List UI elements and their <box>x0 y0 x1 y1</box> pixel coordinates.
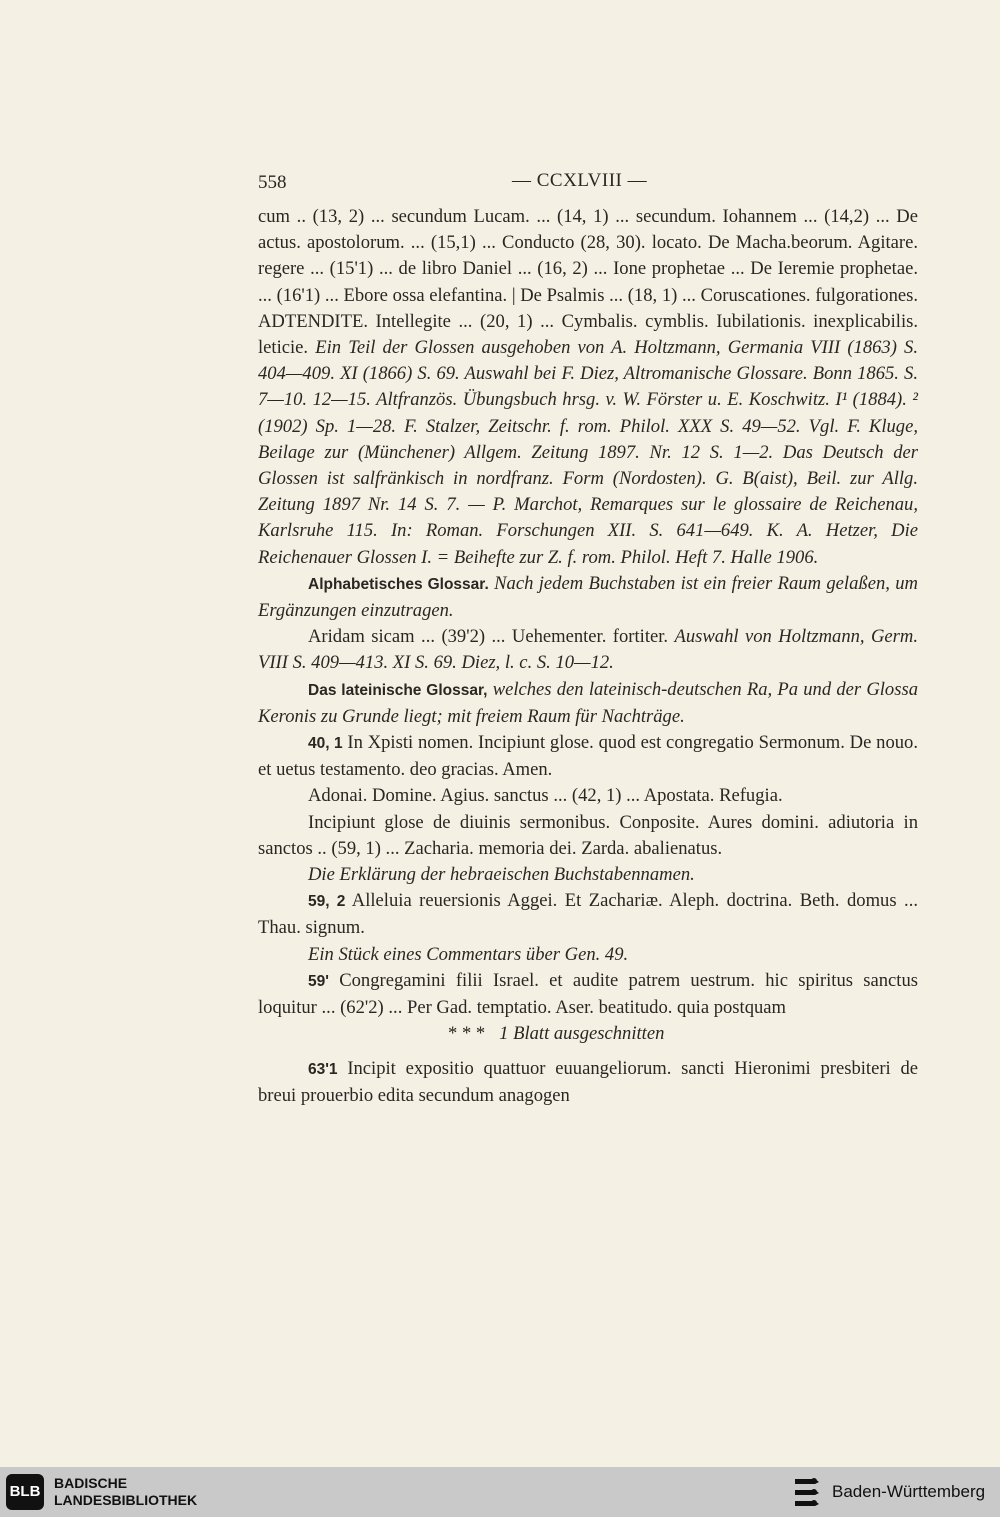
library-name-line: BADISCHE <box>54 1475 128 1491</box>
lions-coat-of-arms-icon <box>792 1476 822 1510</box>
text-run: Alleluia reuersionis Aggei. Et Zachariæ. Aleph. doctrina. Beth. domus ... Thau. signum. <box>258 890 919 939</box>
text-run: cum .. (13, 2) ... secundum Lucam. ... (14, 1) ... secundum. Iohannem ... (14,2) ... De actus. apostolorum. ... (15,1) ... Conducto (28, 30). locato. De Macha.beorum. Agitare. regere ... (15'1) ... de libro Daniel ... (16, 2) ... Ione prophetae ... De Ieremie prophetae. ... (16'1) ... Ebore ossa elefantina. | De Psalmis ... (18, 1) ... Coruscationes. fulgorationes. ADTENDITE. Intellegite ... (20, 1) ... Cymbalis. cymblis. Iubilationis. inexplicabilis. leticie. <box>258 206 918 359</box>
text-run: Incipiunt glose de diuinis sermonibus. Conposite. Aures domini. adiutoria in sanctos .. (59, 1) ... Zacharia. memoria dei. Zarda. abalienatus. <box>258 811 918 859</box>
body-text <box>258 204 918 1109</box>
section-heading: Alphabetisches Glossar. <box>308 575 489 593</box>
italic-note: Ein Stück eines Commentars über Gen. 49. <box>308 943 629 965</box>
page-number: 558 <box>258 172 287 193</box>
italic-note: Die Erklärung der hebraeischen Buchstabennamen. <box>308 864 695 886</box>
folio-reference: 59' <box>308 972 329 990</box>
folio-reference: 40, 1 <box>308 735 343 753</box>
paragraph <box>258 571 918 624</box>
paragraph <box>258 888 918 941</box>
footer-bar <box>0 1467 1000 1517</box>
paragraph <box>258 862 918 888</box>
library-name[interactable] <box>54 1475 197 1509</box>
italic-note: Ein Teil der Glossen ausgehoben von A. Holtzmann, Germania VIII (1863) S. 404—409. XI (1866) S. 69. Auswahl bei F. Diez, Altromanische Glossare. Bonn 1865. S. 7—10. 12—15. Altfranzös. Übungsbuch hrsg. v. W. Förster u. E. Koschwitz. I¹ (1884). ² (1902) Sp. 1—28. F. Stalzer, Zeitschr. f. rom. Philol. XXX S. 49—52. Vgl. F. Kluge, Beilage zur (Münchener) Allgem. Zeitung 1897. Nr. 12 S. 1—2. Das Deutsch der Glossen ist salfränkisch in nordfranz. Form (Nordosten). G. B(aist), Beil. zur Allg. Zeitung 1897 Nr. 14 S. 7. — P. Marchot, Remarques sur le glossaire de Reichenau, Karlsruhe 115. In: Roman. Forschungen XII. S. 641—649. K. A. Hetzer, Die Reichenauer Glossen I. = Beihefte zur Z. f. rom. Philol. Heft 7. Halle 1906. <box>258 337 918 568</box>
italic-note: 1 Blatt ausgeschnitten <box>499 1023 665 1045</box>
paragraph <box>258 942 918 968</box>
paragraph <box>258 677 918 730</box>
italic-note: Nach jedem Buchstaben ist ein freier Raum gelaßen, um Ergänzungen einzutragen. <box>258 572 918 622</box>
paragraph <box>258 810 918 862</box>
paragraph <box>258 783 918 809</box>
paragraph <box>258 730 918 783</box>
section-heading: Das lateinische Glossar, <box>308 681 488 699</box>
paragraph <box>258 968 918 1021</box>
italic-note: Auswahl von Holtzmann, Germ. VIII S. 409—413. XI S. 69. Diez, l. c. S. 10—12. <box>258 626 918 674</box>
text-run: Congregamini filii Israel. et audite patrem uestrum. hic spiritus sanctus loquitur ... (62'2) ... Per Gad. temptatio. Aser. beatitudo. quia postquam <box>258 969 918 1019</box>
asterism: * * * <box>448 1023 486 1045</box>
paragraph <box>258 624 918 676</box>
text-run: Incipit expositio quattuor euuangeliorum. sancti Hieronimi presbiteri de breui prouerbio edita secundum anagogen <box>258 1057 919 1106</box>
blb-logo[interactable]: BLB <box>6 1474 44 1510</box>
paragraph <box>258 204 918 571</box>
italic-note: welches den lateinisch-deutschen Ra, Pa und der Glossa Keronis zu Grunde liegt; mit freiem Raum für Nachträge. <box>258 678 918 727</box>
folio-reference: 63'1 <box>308 1060 338 1078</box>
paragraph <box>258 1021 918 1047</box>
folio-reference: 59, 2 <box>308 893 346 911</box>
text-run: Adonai. Domine. Agius. sanctus ... (42, 1) ... Apostata. Refugia. <box>308 785 783 807</box>
library-name-line: LANDESBIBLIOTHEK <box>54 1492 198 1508</box>
page-header <box>258 170 918 200</box>
text-run: Aridam sicam ... (39'2) ... Uehementer. fortiter. <box>308 626 669 648</box>
text-run: In Xpisti nomen. Incipiunt glose. quod est congregatio Sermonum. De nouo. et uetus testamento. deo gracias. Amen. <box>258 732 918 781</box>
state-name[interactable]: Baden-Württemberg <box>832 1482 986 1501</box>
section-numeral: — CCXLVIII — <box>512 170 648 191</box>
paragraph <box>258 1056 918 1109</box>
